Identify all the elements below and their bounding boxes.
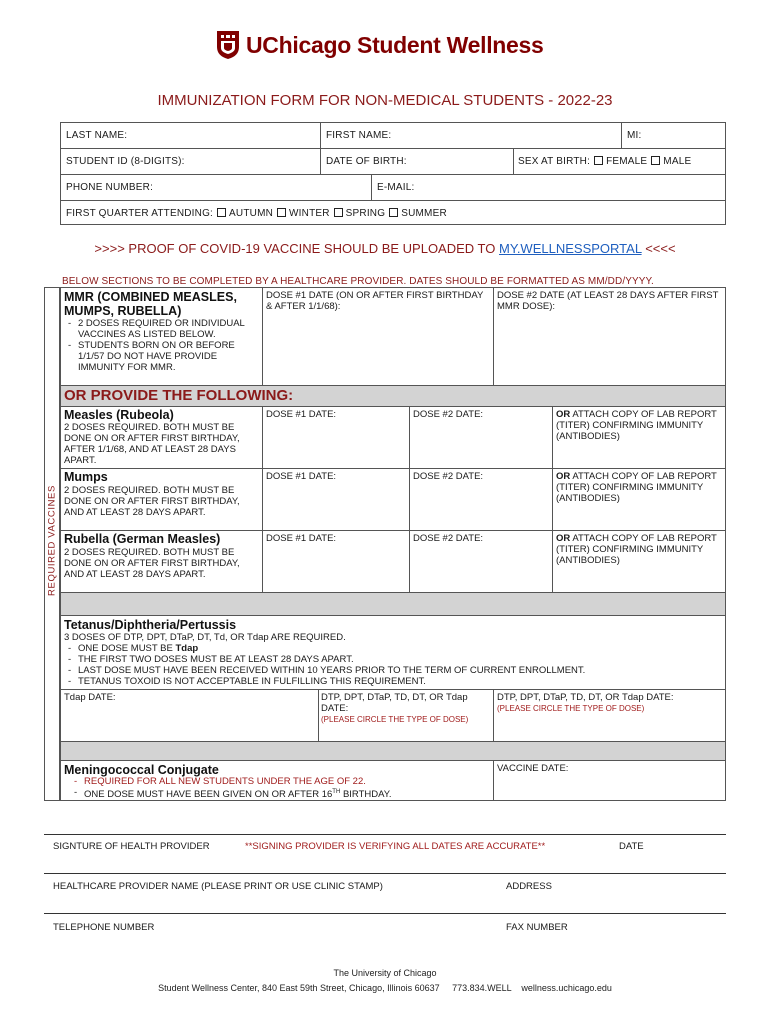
- mumps-dose1-field[interactable]: DOSE #1 DATE:: [266, 471, 337, 482]
- rubella-title: Rubella (German Measles): [64, 532, 221, 546]
- lab-text: ATTACH COPY OF LAB REPORT (TITER) CONFIRMING IMMUNITY (ANTIBODIES): [556, 533, 717, 566]
- email-field[interactable]: E-MAIL:: [377, 182, 415, 193]
- sex-at-birth: [518, 156, 691, 167]
- summer-checkbox[interactable]: [389, 208, 398, 217]
- dob-field[interactable]: DATE OF BIRTH:: [326, 156, 407, 167]
- address-field[interactable]: ADDRESS: [506, 881, 552, 892]
- mmr-title-line1: MMR (COMBINED MEASLES,: [64, 290, 237, 304]
- shield-icon: [216, 30, 240, 60]
- mmr-title: [64, 290, 237, 318]
- autumn-label: AUTUMN: [229, 208, 274, 219]
- fax-field[interactable]: FAX NUMBER: [506, 922, 568, 933]
- mening-bullets: [74, 776, 492, 800]
- or-label: OR: [556, 471, 571, 482]
- mumps-dose2-field[interactable]: DOSE #2 DATE:: [413, 471, 484, 482]
- verify-note: **SIGNING PROVIDER IS VERIFYING ALL DATES ARE ACCURATE**: [245, 841, 546, 852]
- spacer-bar: [61, 593, 725, 615]
- list-item: - STUDENTS BORN ON OR BEFORE 1/1/57 DO NOT HAVE PROVIDE IMMUNITY FOR MMR.: [68, 340, 260, 373]
- mumps-desc: 2 DOSES REQUIRED. BOTH MUST BE DONE ON OR AFTER FIRST BIRTHDAY, AND AT LEAST 28 DAYS APART.: [64, 485, 240, 518]
- brand-logo: [216, 30, 240, 60]
- mening-bullet2-text: ONE DOSE MUST HAVE BEEN GIVEN ON OR AFTER 16: [84, 789, 333, 801]
- mumps-lab-option[interactable]: [556, 471, 722, 504]
- rubella-dose2-field[interactable]: DOSE #2 DATE:: [413, 533, 484, 544]
- autumn-checkbox[interactable]: [217, 208, 226, 217]
- covid-notice: [0, 241, 770, 256]
- tdap-date-field[interactable]: Tdap DATE:: [64, 692, 116, 703]
- rubella-lab-option[interactable]: [556, 533, 722, 566]
- measles-lab-option[interactable]: [556, 409, 722, 442]
- circle-note: (PLEASE CIRCLE THE TYPE OF DOSE): [321, 715, 469, 724]
- list-item: [68, 643, 718, 654]
- vaccine-date-field[interactable]: VACCINE DATE:: [497, 763, 569, 774]
- student-id-field[interactable]: STUDENT ID (8-DIGITS):: [66, 156, 185, 167]
- list-item: [74, 787, 492, 800]
- mening-bullet2-suffix: BIRTHDAY.: [342, 789, 392, 801]
- or-label: OR: [556, 409, 571, 420]
- last-name-field[interactable]: LAST NAME:: [66, 130, 128, 141]
- sex-label: SEX AT BIRTH:: [518, 156, 591, 167]
- mumps-title: Mumps: [64, 470, 108, 484]
- signature-field[interactable]: SIGNTURE OF HEALTH PROVIDER: [53, 841, 210, 852]
- mmr-dose1-field[interactable]: DOSE #1 DATE (ON OR AFTER FIRST BIRTHDAY & AFTER 1/1/68):: [266, 290, 484, 312]
- circle-note: (PLEASE CIRCLE THE TYPE OF DOSE): [497, 704, 645, 713]
- tdap-bullet1-bold: Tdap: [175, 643, 199, 654]
- brand-name: UChicago Student Wellness: [246, 32, 544, 58]
- tdap-bullets: [68, 643, 718, 687]
- footer-line1: The University of Chicago: [333, 968, 437, 978]
- mening-title: Meningococcal Conjugate: [64, 763, 219, 777]
- or-label: OR: [556, 533, 571, 544]
- spacer-bar: [61, 742, 725, 760]
- covid-suffix: <<<<: [645, 241, 676, 256]
- dtp-date-field-1[interactable]: [321, 692, 491, 725]
- male-label: MALE: [663, 156, 692, 167]
- spring-checkbox[interactable]: [334, 208, 343, 217]
- first-quarter-row: [66, 208, 447, 219]
- female-label: FEMALE: [606, 156, 648, 167]
- tdap-intro: 3 DOSES OF DTP, DPT, DTaP, DT, Td, OR Tdap ARE REQUIRED.: [64, 632, 346, 643]
- footer-line2: Student Wellness Center, 840 East 59th Street, Chicago, Illinois 60637 773.834.WELL wellness.uchicago.edu: [158, 983, 612, 993]
- mmr-dose2-field[interactable]: DOSE #2 DATE (AT LEAST 28 DAYS AFTER FIRST MMR DOSE):: [497, 290, 719, 312]
- mi-field[interactable]: MI:: [627, 130, 642, 141]
- provider-name-field[interactable]: HEALTHCARE PROVIDER NAME (PLEASE PRINT OR USE CLINIC STAMP): [53, 881, 383, 892]
- list-item: - 2 DOSES REQUIRED OR INDIVIDUAL VACCINES AS LISTED BELOW.: [68, 318, 260, 340]
- lab-text: ATTACH COPY OF LAB REPORT (TITER) CONFIRMING IMMUNITY (ANTIBODIES): [556, 471, 717, 504]
- measles-desc: 2 DOSES REQUIRED. BOTH MUST BE DONE ON OR AFTER FIRST BIRTHDAY, AFTER 1/1/68, AND AT LEAST 28 DAYS APART.: [64, 422, 240, 466]
- mmr-bullets: [68, 318, 260, 373]
- required-vaccines-label: REQUIRED VACCINES: [46, 485, 58, 596]
- list-item: - TETANUS TOXOID IS NOT ACCEPTABLE IN FULFILLING THIS REQUIREMENT.: [68, 676, 718, 687]
- dtp-date-label: DTP, DPT, DTaP, TD, DT, OR Tdap DATE:: [321, 692, 468, 714]
- male-checkbox[interactable]: [651, 156, 660, 165]
- covid-prefix: >>>> PROOF OF COVID-19 VACCINE SHOULD BE UPLOADED TO: [94, 241, 496, 256]
- or-provide-heading: OR PROVIDE THE FOLLOWING:: [64, 387, 294, 404]
- winter-label: WINTER: [289, 208, 330, 219]
- provider-instruction: BELOW SECTIONS TO BE COMPLETED BY A HEALTHCARE PROVIDER. DATES SHOULD BE FORMATTED AS MM/DD/YYYY.: [62, 276, 654, 287]
- measles-dose2-field[interactable]: DOSE #2 DATE:: [413, 409, 484, 420]
- dtp-date-label: DTP, DPT, DTaP, TD, DT, OR Tdap DATE:: [497, 692, 674, 703]
- measles-dose1-field[interactable]: DOSE #1 DATE:: [266, 409, 337, 420]
- summer-label: SUMMER: [401, 208, 447, 219]
- telephone-field[interactable]: TELEPHONE NUMBER: [53, 922, 155, 933]
- list-item: - REQUIRED FOR ALL NEW STUDENTS UNDER THE AGE OF 22.: [74, 776, 492, 787]
- form-title: IMMUNIZATION FORM FOR NON-MEDICAL STUDENTS - 2022-23: [157, 92, 613, 109]
- quarter-label: FIRST QUARTER ATTENDING:: [66, 208, 214, 219]
- female-checkbox[interactable]: [594, 156, 603, 165]
- lab-text: ATTACH COPY OF LAB REPORT (TITER) CONFIRMING IMMUNITY (ANTIBODIES): [556, 409, 717, 442]
- rubella-dose1-field[interactable]: DOSE #1 DATE:: [266, 533, 337, 544]
- dtp-date-field-2[interactable]: [497, 692, 725, 714]
- measles-title: Measles (Rubeola): [64, 408, 174, 422]
- th-superscript: TH: [332, 789, 341, 795]
- winter-checkbox[interactable]: [277, 208, 286, 217]
- tdap-bullet1-text: ONE DOSE MUST BE: [78, 643, 173, 654]
- phone-field[interactable]: PHONE NUMBER:: [66, 182, 154, 193]
- wellness-portal-link[interactable]: MY.WELLNESSPORTAL: [499, 241, 642, 256]
- tdap-title: Tetanus/Diphtheria/Pertussis: [64, 618, 237, 632]
- first-name-field[interactable]: FIRST NAME:: [326, 130, 392, 141]
- date-field[interactable]: DATE: [619, 841, 644, 852]
- list-item: - LAST DOSE MUST HAVE BEEN RECEIVED WITHIN 10 YEARS PRIOR TO THE TERM OF CURRENT ENROLLMENT.: [68, 665, 718, 676]
- rubella-desc: 2 DOSES REQUIRED. BOTH MUST BE DONE ON OR AFTER FIRST BIRTHDAY, AND AT LEAST 28 DAYS APART.: [64, 547, 240, 580]
- spring-label: SPRING: [345, 208, 386, 219]
- list-item: - THE FIRST TWO DOSES MUST BE AT LEAST 28 DAYS APART.: [68, 654, 718, 665]
- mmr-title-line2: MUMPS, RUBELLA): [64, 304, 182, 318]
